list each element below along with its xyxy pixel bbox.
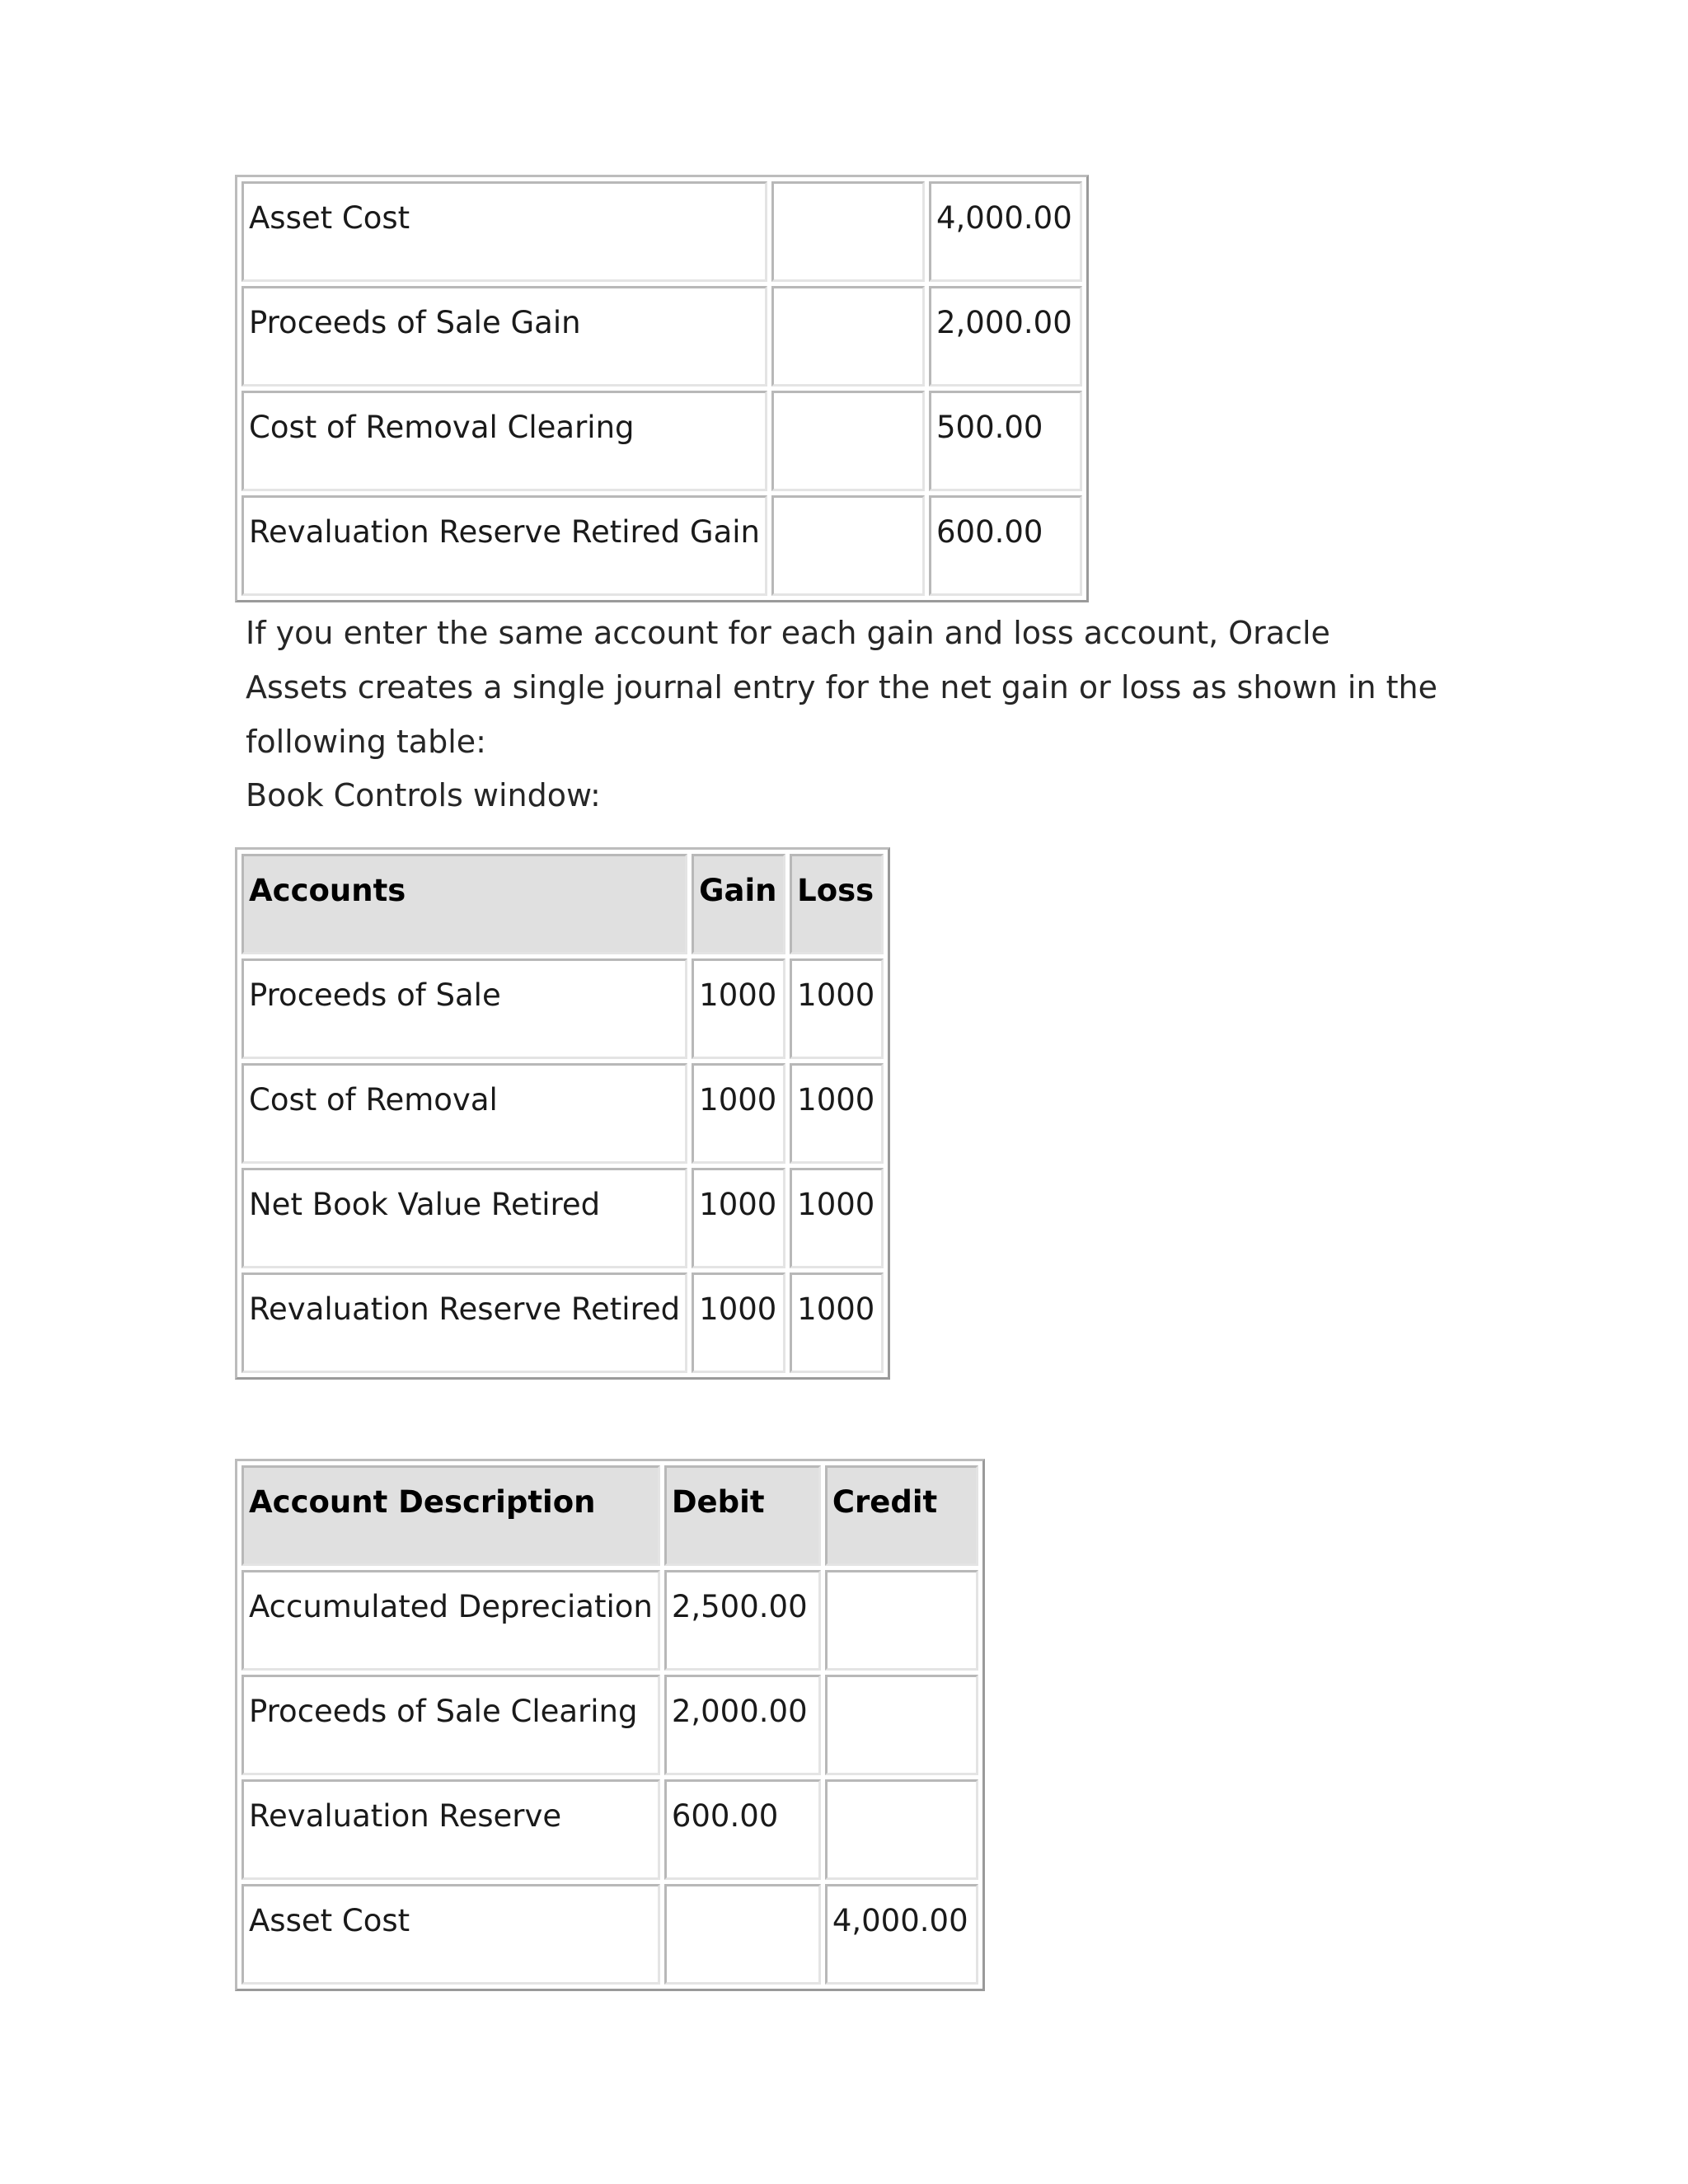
debit-cell: 600.00	[664, 1779, 821, 1880]
table-row	[241, 1570, 978, 1671]
debit-cell	[771, 286, 925, 387]
gain-cell: 1000	[692, 1168, 785, 1268]
table-row	[241, 391, 1082, 491]
credit-cell: 2,000.00	[929, 286, 1082, 387]
loss-cell: 1000	[790, 958, 884, 1059]
debit-cell	[771, 391, 925, 491]
credit-cell: 4,000.00	[825, 1884, 978, 1985]
account-cell: Accumulated Depreciation	[241, 1570, 660, 1671]
loss-cell: 1000	[790, 1272, 884, 1373]
debit-cell	[771, 495, 925, 596]
gain-cell: 1000	[692, 1272, 785, 1373]
table-row	[241, 1779, 978, 1880]
credit-cell	[825, 1570, 978, 1671]
account-cell: Revaluation Reserve Retired Gain	[241, 495, 767, 596]
debit-header: Debit	[664, 1465, 821, 1566]
account-description-header: Account Description	[241, 1465, 660, 1566]
accounts-header: Accounts	[241, 854, 687, 954]
loss-cell: 1000	[790, 1063, 884, 1164]
credit-cell	[825, 1675, 978, 1775]
account-cell: Revaluation Reserve	[241, 1779, 660, 1880]
table-row	[241, 1675, 978, 1775]
credit-cell	[825, 1779, 978, 1880]
account-cell: Net Book Value Retired	[241, 1168, 687, 1268]
account-cell: Proceeds of Sale Clearing	[241, 1675, 660, 1775]
debit-cell	[771, 181, 925, 282]
journal-entry-table	[235, 1459, 985, 1991]
table-header-row	[241, 1465, 978, 1566]
table-header-row	[241, 854, 884, 954]
table-row	[241, 181, 1082, 282]
account-cell: Proceeds of Sale Gain	[241, 286, 767, 387]
table-row	[241, 495, 1082, 596]
credit-cell: 500.00	[929, 391, 1082, 491]
loss-header: Loss	[790, 854, 884, 954]
table-row	[241, 958, 884, 1059]
debit-cell: 2,000.00	[664, 1675, 821, 1775]
table-row	[241, 1168, 884, 1268]
book-controls-table	[235, 847, 890, 1380]
debit-cell: 2,500.00	[664, 1570, 821, 1671]
table-row	[241, 1272, 884, 1373]
account-cell: Asset Cost	[241, 1884, 660, 1985]
retirement-entries-table	[235, 175, 1089, 602]
account-cell: Proceeds of Sale	[241, 958, 687, 1059]
account-cell: Asset Cost	[241, 181, 767, 282]
explanation-paragraph: If you enter the same account for each gain and loss account, Oracle Assets creates a single journal entry for the net gain or loss as shown in the following table:	[246, 615, 1437, 760]
credit-cell: 4,000.00	[929, 181, 1082, 282]
account-cell: Revaluation Reserve Retired	[241, 1272, 687, 1373]
credit-cell: 600.00	[929, 495, 1082, 596]
table-row	[241, 1063, 884, 1164]
account-cell: Cost of Removal	[241, 1063, 687, 1164]
loss-cell: 1000	[790, 1168, 884, 1268]
gain-cell: 1000	[692, 1063, 785, 1164]
account-cell: Cost of Removal Clearing	[241, 391, 767, 491]
table-row	[241, 1884, 978, 1985]
gain-header: Gain	[692, 854, 785, 954]
credit-header: Credit	[825, 1465, 978, 1566]
table-row	[241, 286, 1082, 387]
book-controls-label: Book Controls window:	[246, 777, 601, 813]
debit-cell	[664, 1884, 821, 1985]
gain-cell: 1000	[692, 958, 785, 1059]
